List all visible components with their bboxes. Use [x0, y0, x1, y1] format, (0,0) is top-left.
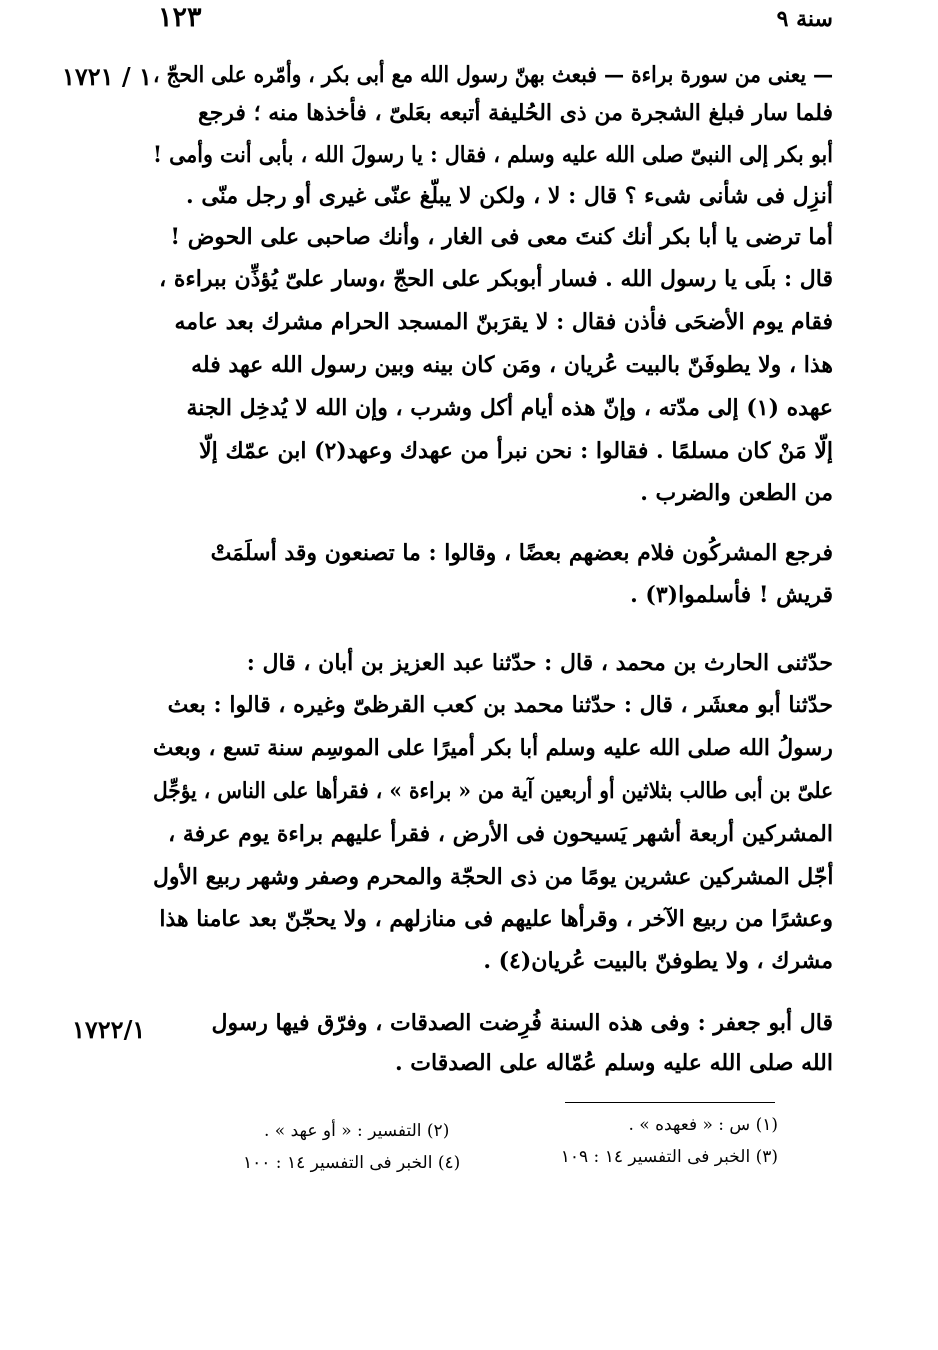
text-line: الله صلى الله عليه وسلم عُمّاله على الصدقات .	[394, 1050, 833, 1076]
page-number: ١٢٣	[158, 2, 202, 33]
text-line: أبو بكر إلى النبىّ صلى الله عليه وسلم ، فقال : يا رسولَ الله ، بأبى أنت وأمى !	[153, 142, 833, 168]
text-line: أجّل المشركين عشرين يومًا من ذى الحجّة والمحرم وصفر وشهر ربيع الأول	[152, 864, 833, 890]
text-line: مشرك ، ولا يطوفنّ بالبيت عُريان(٤) .	[483, 948, 833, 974]
text-line: من الطعن والضرب .	[640, 480, 833, 506]
footnote: (٤) الخبر فى التفسير ١٤ : ١٠٠	[243, 1153, 461, 1173]
footnote: (١) س : « فعهده » .	[628, 1115, 778, 1135]
text-line: — يعنى من سورة براءة — فبعث بهنّ رسول الله مع أبى بكر ، وأمّره على الحجّ ،	[152, 62, 833, 88]
text-line: فقام يوم الأضحَى فأذن فقال : لا يقرَبنّ المسجد الحرام مشرك بعد عامه	[174, 309, 833, 335]
margin-reference: ١ / ١٧٢١	[62, 62, 152, 91]
text-line: أنزِل فى شأنى شىء ؟ قال : لا ، ولكن لا يبلّغ عنّى غيرى أو رجل منّى .	[186, 183, 833, 209]
text-line: إلّا مَنْ كان مسلمًا . فقالوا : نحن نبرأ من عهدك وعهد(٢) ابن عمّك إلّا	[199, 438, 833, 464]
text-line: أما ترضى يا أبا بكر أنك كنتَ معى فى الغار ، وأنك صاحبى على الحوض !	[170, 224, 833, 250]
text-line: فلما سار فبلغ الشجرة من ذى الحُليفة أتبعه بعَلىّ ، فأخذها منه ؛ فرجع	[197, 100, 833, 126]
footnote: (٢) التفسير : « أو عهد » .	[264, 1121, 450, 1141]
footnote-divider	[565, 1102, 775, 1103]
text-line: قال : بلَى يا رسول الله . فسار أبوبكر على الحجّ ،وسار علىّ يُؤذِّن ببراءة ،	[159, 266, 833, 292]
text-line: رسولُ الله صلى الله عليه وسلم أبا بكر أميرًا على الموسِم سنة تسع ، وبعث	[153, 735, 833, 761]
text-line: حدّثنا أبو معشَر ، قال : حدّثنا محمد بن كعب القرظىّ وغيره ، قالوا : بعث	[167, 692, 833, 718]
margin-reference: ١٧٢٢/١	[72, 1015, 146, 1044]
text-line: علىّ بن أبى طالب بثلاثين أو أربعين آية من « براءة » ، فقرأها على الناس ، يؤجِّل	[152, 778, 833, 804]
text-line: وعشرًا من ربيع الآخر ، وقرأها عليهم فى منازلهم ، ولا يحجّنّ بعد عامنا هذا	[159, 906, 833, 932]
text-line: فرجع المشركُون فلام بعضهم بعضًا ، وقالوا : ما تصنعون وقد أسلَمَتْ	[210, 540, 833, 566]
text-line: المشركين أربعة أشهر يَسيحون فى الأرض ، فقرأ عليهم براءة يوم عرفة ،	[168, 821, 833, 847]
text-line: حدّثنى الحارث بن محمد ، قال : حدّثنا عبد العزيز بن أبان ، قال :	[246, 650, 833, 676]
text-line: قال أبو جعفر : وفى هذه السنة فُرِضت الصدقات ، وفرّق فيها رسول	[211, 1010, 833, 1036]
text-line: قريش ! فأسلموا(٣) .	[630, 582, 833, 608]
footnote: (٣) الخبر فى التفسير ١٤ : ١٠٩	[560, 1147, 778, 1167]
year-label: سنة ٩	[776, 6, 833, 32]
text-line: هذا ، ولا يطوفَنّ بالبيت عُريان ، ومَن كان بينه وبين رسول الله عهد فله	[191, 352, 833, 378]
text-line: عهده (١) إلى مدّته ، وإنّ هذه أيام أكل وشرب ، وإن الله لا يُدخِل الجنة	[186, 395, 833, 421]
